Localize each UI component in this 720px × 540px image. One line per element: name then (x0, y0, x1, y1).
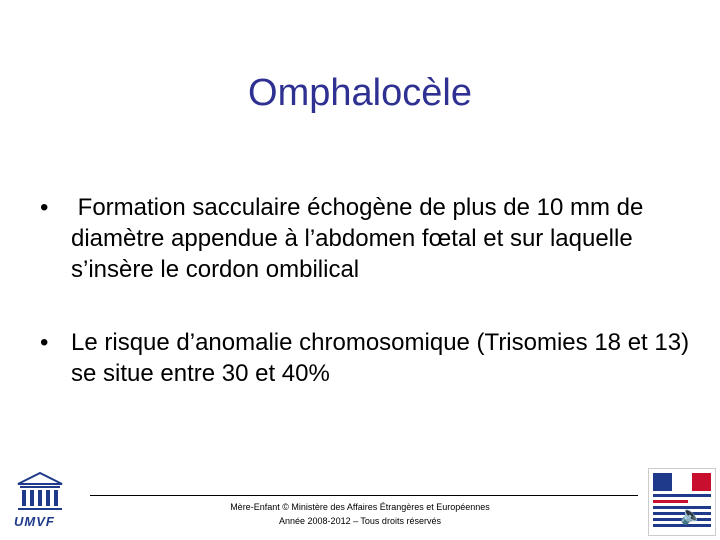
bullet-list (40, 192, 690, 431)
bullet-marker: • (40, 329, 49, 356)
slide-title: Omphalocèle (248, 72, 472, 114)
bullet-item (40, 192, 690, 285)
bullet-item (40, 327, 690, 389)
footer-line-2: Année 2008-2012 – Tous droits réservés (279, 516, 441, 526)
footer-line-1: Mère-Enfant © Ministère des Affaires Étrangères et Européennes (230, 502, 490, 512)
footer-divider (90, 495, 638, 496)
french-flag-icon (653, 473, 711, 491)
bullet-text: Formation sacculaire échogène de plus de 10 mm de diamètre appendue à l’abdomen fœtal et sur laquelle s’insère le cordon ombilical (71, 194, 650, 283)
bullet-marker: • (40, 194, 49, 221)
footer-copyright (160, 500, 560, 528)
umvf-logo-text: UMVF (14, 514, 55, 529)
speaker-icon[interactable]: 🔈 (680, 505, 703, 525)
bullet-text: Le risque d’anomalie chromosomique (Trisomies 18 et 13) se situe entre 30 et 40% (71, 329, 690, 387)
